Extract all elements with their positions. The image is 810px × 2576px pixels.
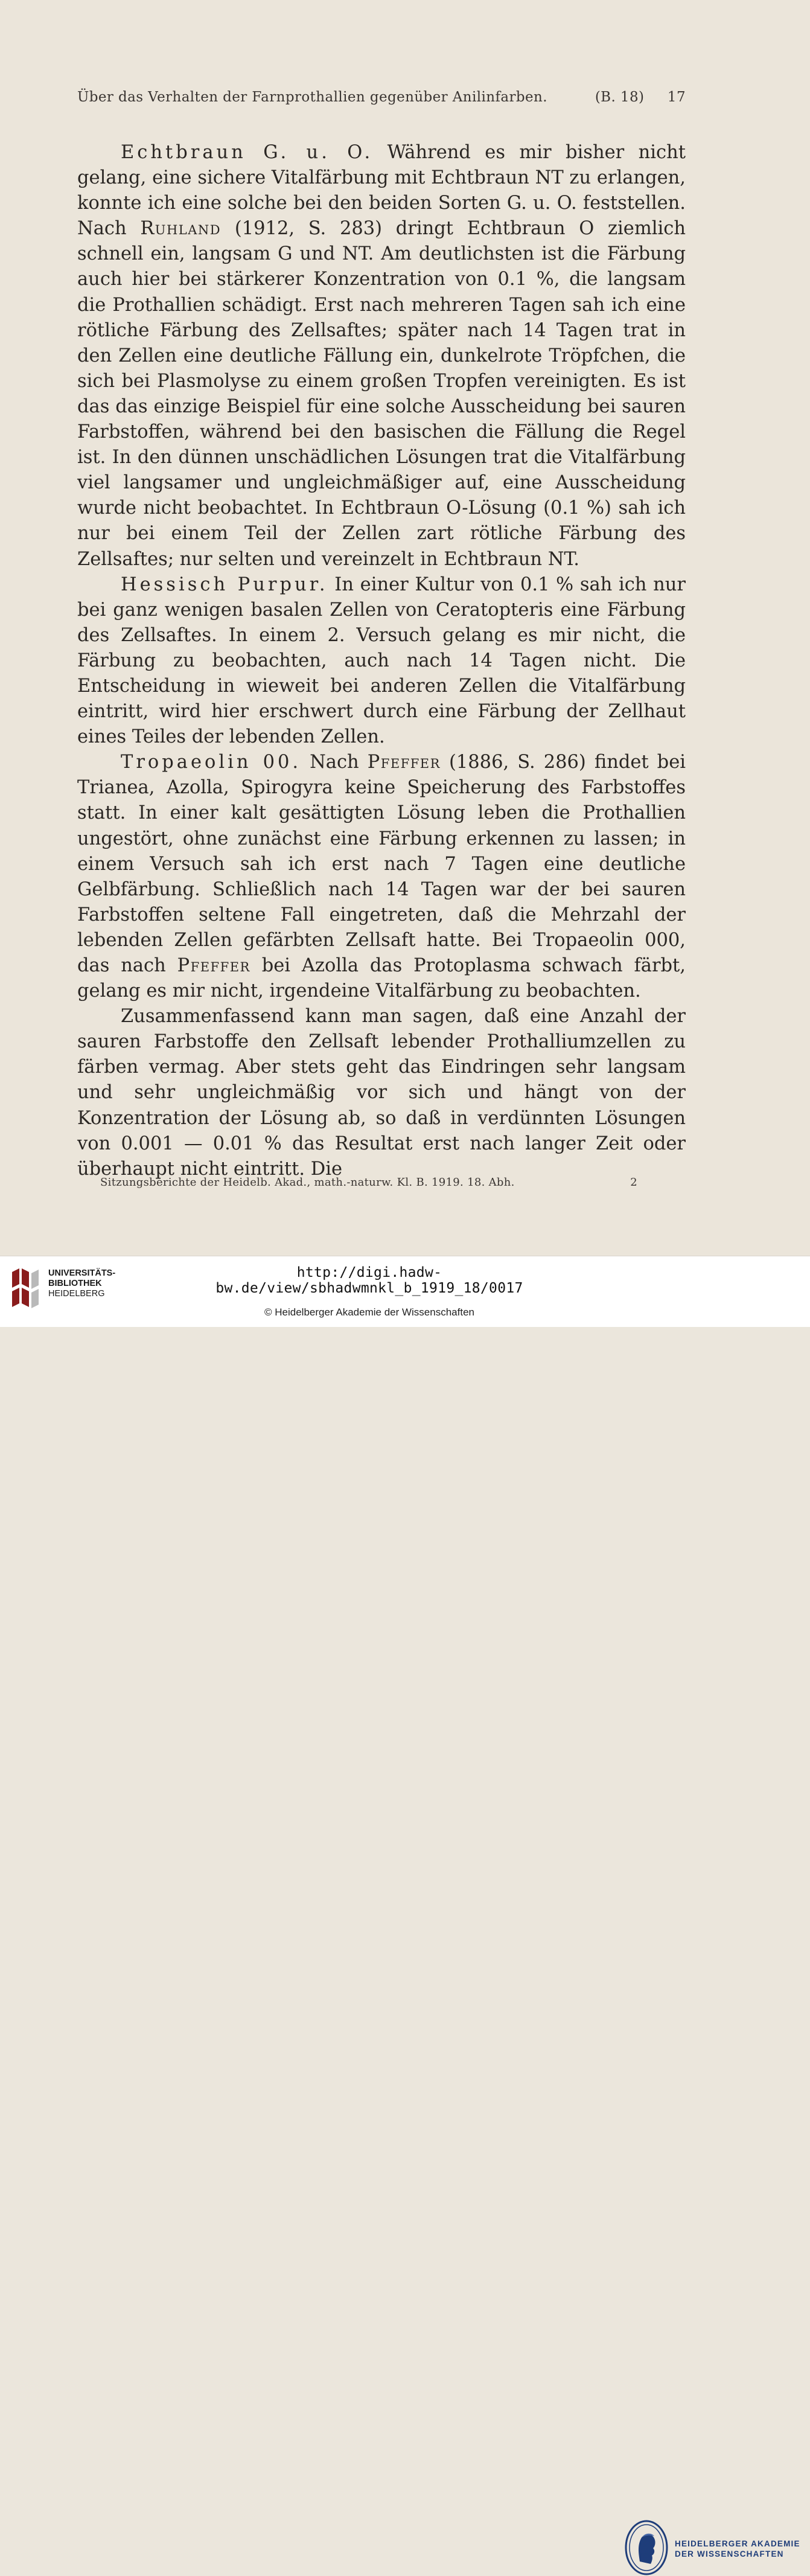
author-name: Pfeffer [177, 955, 250, 976]
paragraph-text: (1886, S. 286) findet bei Trianea, Azolla, Spirogyra keine Speicherung des Farbstoffes statt. In einer kalt gesättigten Lösung leben die Prothallien ungestört, ohne zunächst eine Färbung erkennen zu lassen; in einem Versuch sah ich erst nach 7 Tagen eine deutliche Gelbfärbung. Schließlich nach 14 Tagen war der bei sauren Farbstoffen seltene Fall eingetreten, daß die Mehrzahl der lebenden Zellen gefärbten Zellsaft hatte. Bei Tropaeolin 000, das nach [77, 752, 686, 976]
page-number: 17 [667, 89, 686, 105]
academy-head-logo-icon [624, 2519, 669, 2576]
running-head-ref: (B. 18) [595, 89, 645, 105]
paragraph-lead-term: Tropaeolin 00. [121, 752, 302, 773]
permalink-url[interactable]: http://digi.hadw-bw.de/view/sbhadwmnkl_b_1919_18/0017 [215, 1265, 523, 1296]
running-head-title: Über das Verhalten der Farnprothallien gegenüber Anilinfarben. [77, 89, 547, 105]
signature-mark: 2 [630, 1176, 637, 1189]
paragraph-text: (1912, S. 283) dringt Echtbraun O ziemlich schnell ein, langsam G und NT. Am deutlichsten ist die Färbung auch hier bei stärkerer Konzentration von 0.1 %, die langsam die Prothallien schädigt. Erst nach mehreren Tagen sah ich eine rötliche Färbung des Zellsaftes; später nach 14 Tagen trat in den Zellen eine deutliche Fällung ein, dunkelrote Tröpfchen, die sich bei Plasmolyse zu einem großen Tropfen vereinigten. Es ist das das einzige Beispiel für eine solche Ausscheidung bei sauren Farbstoffen, während bei den basischen die Fällung die Regel ist. In den dünnen unschädlichen Lösungen trat die Vitalfärbung viel langsamer und ungleichmäßiger auf, eine Ausscheidung wurde nicht beobachtet. In Echtbraun O-Lösung (0.1 %) sah ich nur bei einem Teil der Zellen zart rötliche Färbung des Zellsaftes; nur selten und vereinzelt in Echtbraun NT. [77, 218, 686, 570]
paragraph-text: In einer Kultur von 0.1 % sah ich nur bei ganz wenigen basalen Zellen von Ceratopteris eine Färbung des Zellsaftes. In einem 2. Versuch gelang es mir nicht, die Färbung zu beobachten, auch nach 14 Tagen nicht. Die Entscheidung in wieweit bei anderen Zellen die Vitalfärbung eintritt, wird hier erschwert durch eine Färbung der Zellhaut eines Teiles der lebenden Zellen. [77, 574, 686, 748]
library-name [48, 1268, 115, 1299]
paragraph-text: Während es mir bisher nicht gelang, eine sichere Vitalfärbung mit Echtbraun NT zu erlangen, konnte ich eine solche bei den beiden Sorten G. u. O. feststellen. Nach [77, 142, 686, 240]
paragraph-lead-term: Echtbraun G. u. O. [121, 142, 374, 163]
paragraph-text: bei Azolla das Protoplasma schwach färbt, gelang es mir nicht, irgendeine Vitalfärbung zu beobachten. [77, 955, 686, 1002]
paragraph-text: Zusammenfassend kann man sagen, daß eine Anzahl der sauren Farbstoffe den Zellsaft lebender Prothalliumzellen zu färben vermag. Aber stets geht das Eindringen sehr langsam und sehr ungleichmäßig vor sich und hängt von der Konzentration der Lösung ab, so daß in verdünnten Lösungen von 0.001 — 0.01 % das Resultat erst nach langer Zeit oder überhaupt nicht eintritt. Die [77, 1006, 686, 1180]
academy-line-1: HEIDELBERGER AKADEMIE [675, 2539, 800, 2548]
academy-name [675, 2539, 800, 2559]
paragraph [77, 750, 686, 1004]
paragraph [77, 572, 686, 750]
running-head [77, 89, 686, 105]
author-name: Ruhland [140, 218, 222, 240]
paragraph [77, 140, 686, 572]
library-line-3: HEIDELBERG [48, 1289, 105, 1299]
page-footer [100, 1176, 637, 1189]
paragraph [77, 1004, 686, 1182]
footer-citation: Sitzungsberichte der Heidelb. Akad., math.-naturw. Kl. B. 1919. 18. Abh. [100, 1176, 515, 1189]
scanned-page [0, 0, 810, 1256]
paragraph-lead-term: Hessisch Purpur. [121, 574, 328, 595]
university-library-logo-icon [8, 1266, 45, 1319]
library-line-2: BIBLIOTHEK [48, 1279, 102, 1288]
body-text [77, 140, 686, 1182]
paragraph-text: Nach [301, 752, 368, 773]
copyright-notice: © Heidelberger Akademie der Wissenschaften [264, 1306, 474, 1318]
running-head-right [595, 89, 686, 105]
academy-line-2: DER WISSENSCHAFTEN [675, 2549, 784, 2558]
author-name: Pfeffer [367, 752, 441, 773]
library-line-1: UNIVERSITÄTS- [48, 1268, 116, 1278]
